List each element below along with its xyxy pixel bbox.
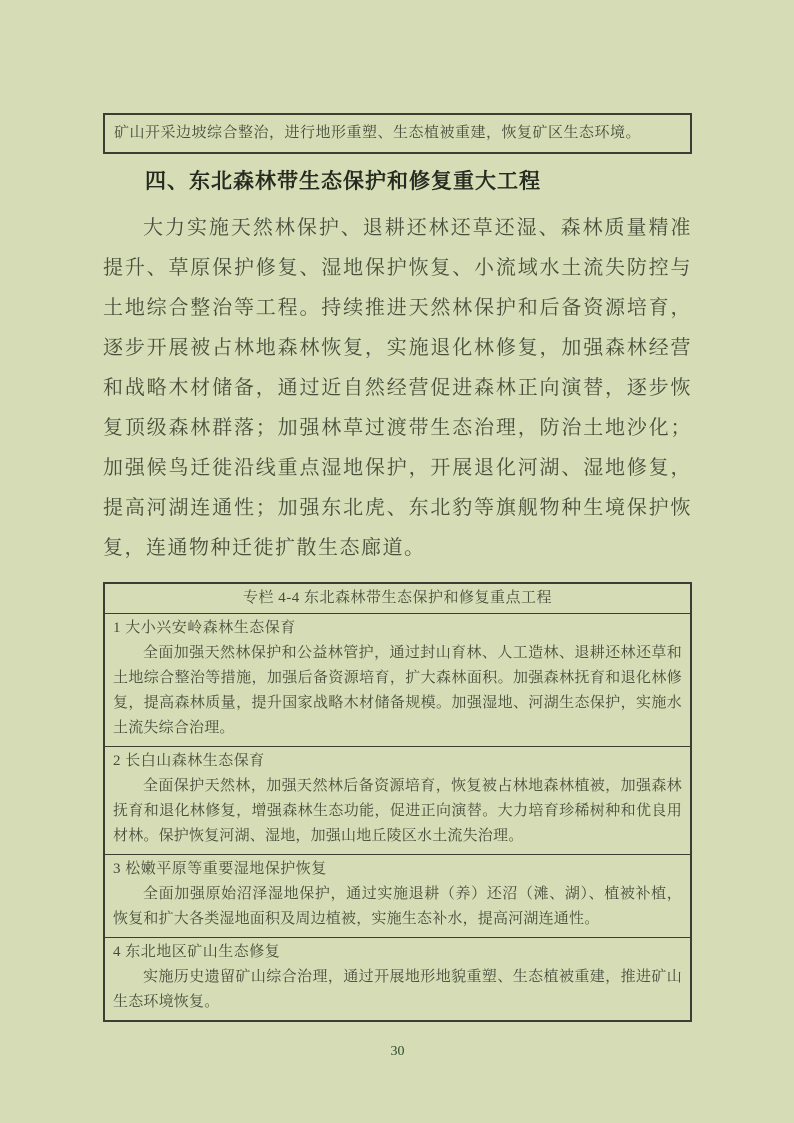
highlight-panel xyxy=(103,582,692,1022)
panel-row-title: 1 大小兴安岭森林生态保育 xyxy=(113,620,296,636)
panel-row-body: 实施历史遗留矿山综合治理，通过开展地形地貌重塑、生态植被重建，推进矿山生态环境恢复。 xyxy=(113,969,682,1010)
section-heading: 四、东北森林带生态保护和修复重大工程 xyxy=(145,170,541,193)
panel-title: 专栏 4-4 东北森林带生态保护和修复重点工程 xyxy=(243,590,552,606)
panel-row-title: 2 长白山森林生态保育 xyxy=(113,753,265,769)
panel-row-title: 3 松嫩平原等重要湿地保护恢复 xyxy=(113,861,327,877)
section-paragraph: 大力实施天然林保护、退耕还林还草还湿、森林质量精准提升、草原保护修复、湿地保护恢复、小流域水土流失防控与土地综合整治等工程。持续推进天然林保护和后备资源培育，逐步开展被占林地森林恢复，实施退化林修复，加强森林经营和战略木材储备，通过近自然经营促进森林正向演替，逐步恢复顶级森林群落；加强林草过渡带生态治理，防治土地沙化；加强候鸟迁徙沿线重点湿地保护，开展退化河湖、湿地修复，提高河湖连通性；加强东北虎、东北豹等旗舰物种生境保护恢复，连通物种迁徙扩散生态廊道。 xyxy=(103,217,692,559)
panel-row xyxy=(105,854,690,937)
carryover-text-box xyxy=(103,113,692,154)
panel-row-body: 全面加强天然林保护和公益林管护，通过封山育林、人工造林、退耕还林还草和土地综合整治等措施，加强后备资源培育，扩大森林面积。加强森林抚育和退化林修复，提高森林质量，提升国家战略木材储备规模。加强湿地、河湖生态保护，实施水土流失综合治理。 xyxy=(113,645,682,736)
panel-row xyxy=(105,613,690,746)
panel-row-title: 4 东北地区矿山生态修复 xyxy=(113,944,281,960)
page-number: 30 xyxy=(390,1044,405,1059)
panel-row xyxy=(105,937,690,1020)
panel-row xyxy=(105,746,690,854)
panel-row-body: 全面加强原始沼泽湿地保护，通过实施退耕（养）还沼（滩、湖）、植被补植，恢复和扩大各类湿地面积及周边植被，实施生态补水，提高河湖连通性。 xyxy=(113,886,682,927)
panel-row-body: 全面保护天然林，加强天然林后备资源培育，恢复被占林地森林植被，加强森林抚育和退化林修复，增强森林生态功能，促进正向演替。大力培育珍稀树种和优良用材林。保护恢复河湖、湿地，加强山地丘陵区水土流失治理。 xyxy=(113,778,682,844)
carryover-text: 矿山开采边坡综合整治，进行地形重塑、生态植被重建，恢复矿区生态环境。 xyxy=(114,125,642,141)
